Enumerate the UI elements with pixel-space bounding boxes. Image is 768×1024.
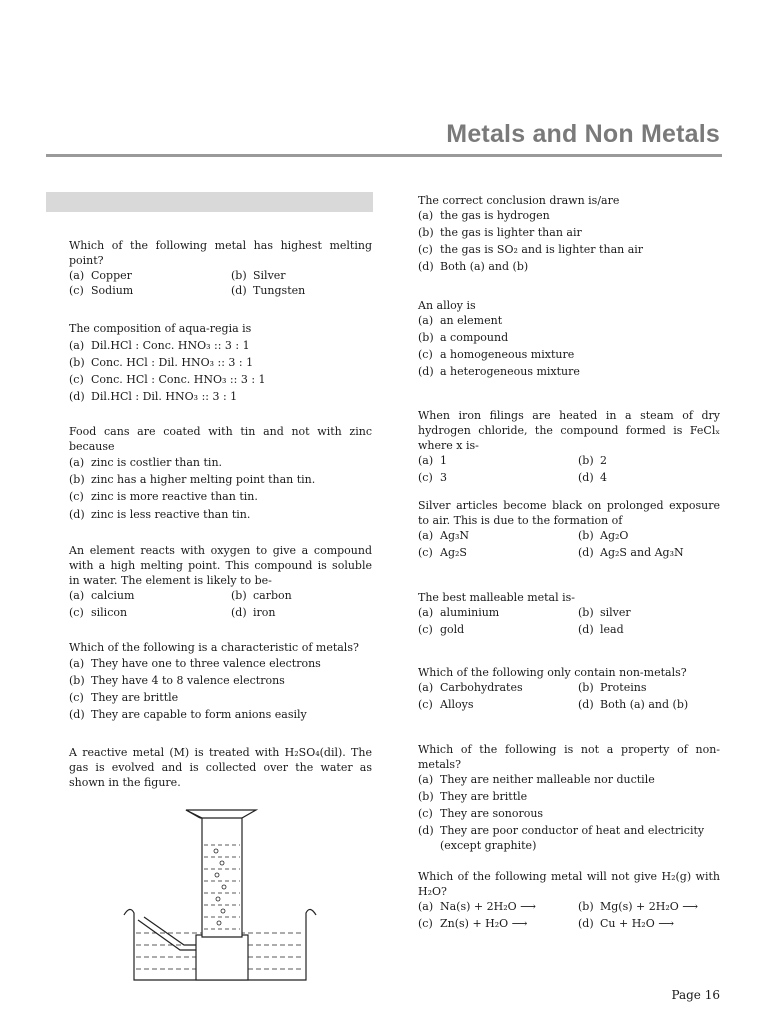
option-text: They are neither malleable nor ductile <box>440 773 655 786</box>
option-label: (d) <box>578 471 594 484</box>
option-text: They have 4 to 8 valence electrons <box>91 674 285 687</box>
option-d <box>418 364 720 379</box>
option-text: Conc. HCl : Dil. HNO₃ :: 3 : 1 <box>91 356 254 369</box>
option-d <box>418 259 720 274</box>
option-text: the gas is lighter than air <box>440 226 582 239</box>
option-label: (d) <box>418 365 434 378</box>
option-a <box>418 453 578 468</box>
option-text: zinc is more reactive than tin. <box>91 490 258 503</box>
option-label: (c) <box>418 623 433 636</box>
option-c <box>418 242 720 257</box>
option-label: (b) <box>418 331 434 344</box>
option-label: (d) <box>418 260 434 273</box>
option-a <box>418 772 720 787</box>
option-text: the gas is SO₂ and is lighter than air <box>440 243 644 256</box>
option-d <box>578 622 720 637</box>
option-label: (c) <box>418 243 433 256</box>
question-7 <box>418 193 720 274</box>
question-stem: An alloy is <box>418 299 476 312</box>
question-stem: Which of the following is not a property of non-metals? <box>418 743 720 771</box>
option-d <box>69 507 372 522</box>
option-label: (a) <box>418 314 434 327</box>
option-c <box>418 470 578 485</box>
option-label: (b) <box>231 589 247 602</box>
option-label: (d) <box>69 708 85 721</box>
question-stem: Silver articles become black on prolonged exposure to air. This is due to the formation of <box>418 499 720 527</box>
option-text: gold <box>440 623 465 636</box>
option-label: (a) <box>418 773 434 786</box>
option-text: a homogeneous mixture <box>440 348 575 361</box>
question-11 <box>418 590 720 637</box>
options-grid <box>69 588 372 620</box>
question-stem: Which of the following only contain non-metals? <box>418 666 687 679</box>
option-a <box>418 313 720 328</box>
option-label: (c) <box>69 691 84 704</box>
title-rule <box>46 154 722 157</box>
option-label: (c) <box>418 348 433 361</box>
option-text: 3 <box>440 471 447 484</box>
option-text: 4 <box>600 471 607 484</box>
question-stem: Which of the following is a characteristic of metals? <box>69 641 359 654</box>
option-d <box>578 916 720 931</box>
option-b <box>578 899 720 914</box>
option-label: (c) <box>418 698 433 711</box>
option-d <box>231 605 372 620</box>
option-b <box>578 453 720 468</box>
option-b <box>69 355 372 370</box>
option-label: (a) <box>69 589 85 602</box>
option-b <box>418 789 720 804</box>
option-label: (d) <box>418 824 434 837</box>
page-number: Page 16 <box>671 988 720 1002</box>
option-label: (b) <box>578 529 594 542</box>
question-6 <box>69 745 372 790</box>
question-3 <box>69 424 372 522</box>
option-text: They are brittle <box>91 691 179 704</box>
option-b <box>578 680 720 695</box>
option-d <box>231 283 372 298</box>
option-text: zinc is costlier than tin. <box>91 456 223 469</box>
option-b <box>231 268 372 283</box>
option-a <box>418 899 578 914</box>
option-d <box>578 470 720 485</box>
option-text: Ag₂S <box>440 546 467 559</box>
option-text: lead <box>600 623 624 636</box>
option-text: They are poor conductor of heat and electricity (except graphite) <box>440 824 705 852</box>
option-d <box>578 697 720 712</box>
option-d <box>69 389 372 404</box>
option-label: (a) <box>418 900 434 913</box>
option-a <box>418 208 720 223</box>
option-c <box>418 806 720 821</box>
option-d <box>418 823 720 853</box>
question-9 <box>418 408 720 485</box>
option-label: (c) <box>69 284 84 297</box>
option-a <box>418 680 578 695</box>
option-c <box>69 372 372 387</box>
option-label: (d) <box>69 390 85 403</box>
option-c <box>418 347 720 362</box>
option-label: (c) <box>418 917 433 930</box>
gas-collection-figure <box>120 805 320 985</box>
page-title: Metals and Non Metals <box>446 120 720 148</box>
question-stem: A reactive metal (M) is treated with H₂SO₄(dil). The gas is evolved and is collected over the water as shown in the figure. <box>69 746 372 789</box>
option-d <box>69 707 372 722</box>
option-label: (b) <box>578 454 594 467</box>
option-c <box>69 283 231 298</box>
option-a <box>69 338 372 353</box>
option-text: Na(s) + 2H₂O ⟶ <box>440 900 536 913</box>
question-stem: When iron filings are heated in a steam of dry hydrogen chloride, the compound formed is FeClₓ where x is- <box>418 409 720 452</box>
option-d <box>578 545 720 560</box>
option-text: They are sonorous <box>440 807 544 820</box>
option-a <box>69 656 372 671</box>
option-label: (a) <box>69 657 85 670</box>
option-label: (c) <box>418 807 433 820</box>
question-stem: Which of the following metal will not give H₂(g) with H₂O? <box>418 870 720 898</box>
option-text: silver <box>600 606 631 619</box>
option-c <box>418 545 578 560</box>
option-b <box>231 588 372 603</box>
option-label: (c) <box>69 373 84 386</box>
option-label: (c) <box>69 490 84 503</box>
option-label: (b) <box>578 900 594 913</box>
question-10 <box>418 498 720 560</box>
question-1 <box>69 238 372 298</box>
option-text: Copper <box>91 269 132 282</box>
apparatus-diagram <box>120 805 320 985</box>
option-text: They are brittle <box>440 790 528 803</box>
option-text: Ag₂S and Ag₃N <box>600 546 684 559</box>
question-2 <box>69 321 372 404</box>
option-b <box>418 225 720 240</box>
option-text: Cu + H₂O ⟶ <box>600 917 674 930</box>
question-stem: The best malleable metal is- <box>418 591 576 604</box>
option-label: (a) <box>69 456 85 469</box>
option-c <box>69 489 372 504</box>
gas-jar <box>186 810 256 937</box>
beehive-shelf <box>196 935 248 980</box>
option-text: Silver <box>253 269 286 282</box>
option-text: 2 <box>600 454 607 467</box>
option-label: (b) <box>69 356 85 369</box>
option-label: (c) <box>418 546 433 559</box>
option-label: (b) <box>418 790 434 803</box>
options-grid <box>418 453 720 485</box>
option-label: (d) <box>231 606 247 619</box>
option-text: carbon <box>253 589 292 602</box>
option-text: an element <box>440 314 503 327</box>
option-text: Mg(s) + 2H₂O ⟶ <box>600 900 699 913</box>
option-label: (a) <box>69 269 85 282</box>
question-stem: Food cans are coated with tin and not with zinc because <box>69 425 372 453</box>
option-b <box>418 330 720 345</box>
option-text: aluminium <box>440 606 500 619</box>
options-grid <box>418 680 720 712</box>
option-text: Tungsten <box>253 284 306 297</box>
option-label: (d) <box>231 284 247 297</box>
option-text: Both (a) and (b) <box>600 698 689 711</box>
option-text: Both (a) and (b) <box>440 260 529 273</box>
question-13 <box>418 742 720 853</box>
option-text: 1 <box>440 454 447 467</box>
option-text: silicon <box>91 606 128 619</box>
option-c <box>418 622 578 637</box>
option-label: (b) <box>231 269 247 282</box>
options-grid <box>418 899 720 931</box>
option-text: Proteins <box>600 681 647 694</box>
option-text: Carbohydrates <box>440 681 523 694</box>
option-a <box>69 455 372 470</box>
option-label: (a) <box>418 529 434 542</box>
option-label: (a) <box>418 606 434 619</box>
options-grid <box>69 268 372 298</box>
option-text: Zn(s) + H₂O ⟶ <box>440 917 528 930</box>
option-label: (d) <box>578 623 594 636</box>
question-stem: The composition of aqua-regia is <box>69 322 252 335</box>
option-text: Ag₂O <box>600 529 629 542</box>
option-a <box>69 588 231 603</box>
option-text: iron <box>253 606 276 619</box>
question-12 <box>418 665 720 712</box>
option-text: Alloys <box>440 698 474 711</box>
question-8 <box>418 298 720 379</box>
option-text: Ag₃N <box>440 529 470 542</box>
option-label: (d) <box>578 546 594 559</box>
option-a <box>418 605 578 620</box>
option-text: They have one to three valence electrons <box>91 657 321 670</box>
option-text: calcium <box>91 589 135 602</box>
section-band <box>46 192 373 212</box>
options-grid <box>418 528 720 560</box>
option-c <box>69 605 231 620</box>
option-text: zinc is less reactive than tin. <box>91 508 251 521</box>
option-label: (b) <box>69 674 85 687</box>
option-label: (c) <box>69 606 84 619</box>
option-b <box>578 528 720 543</box>
option-b <box>578 605 720 620</box>
option-text: Dil.HCl : Conc. HNO₃ :: 3 : 1 <box>91 339 250 352</box>
option-label: (d) <box>69 508 85 521</box>
option-c <box>418 916 578 931</box>
option-text: Dil.HCl : Dil. HNO₃ :: 3 : 1 <box>91 390 238 403</box>
option-label: (d) <box>578 917 594 930</box>
question-5 <box>69 640 372 722</box>
option-text: Conc. HCl : Conc. HNO₃ :: 3 : 1 <box>91 373 266 386</box>
option-text: They are capable to form anions easily <box>91 708 307 721</box>
option-label: (b) <box>578 606 594 619</box>
question-stem: An element reacts with oxygen to give a compound with a high melting point. This compound is soluble in water. The element is likely to be- <box>69 544 372 587</box>
option-text: zinc has a higher melting point than tin. <box>91 473 316 486</box>
option-b <box>69 673 372 688</box>
option-label: (b) <box>578 681 594 694</box>
option-c <box>69 690 372 705</box>
option-label: (c) <box>418 471 433 484</box>
option-label: (a) <box>418 209 434 222</box>
question-4 <box>69 543 372 620</box>
option-c <box>418 697 578 712</box>
option-a <box>69 268 231 283</box>
option-label: (a) <box>69 339 85 352</box>
option-a <box>418 528 578 543</box>
option-b <box>69 472 372 487</box>
option-text: a heterogeneous mixture <box>440 365 580 378</box>
option-text: a compound <box>440 331 509 344</box>
option-label: (a) <box>418 681 434 694</box>
option-label: (a) <box>418 454 434 467</box>
question-stem: Which of the following metal has highest melting point? <box>69 239 372 267</box>
option-label: (b) <box>418 226 434 239</box>
option-label: (b) <box>69 473 85 486</box>
question-stem: The correct conclusion drawn is/are <box>418 194 620 207</box>
option-text: Sodium <box>91 284 134 297</box>
options-grid <box>418 605 720 637</box>
option-text: the gas is hydrogen <box>440 209 550 222</box>
question-14 <box>418 869 720 931</box>
option-label: (d) <box>578 698 594 711</box>
